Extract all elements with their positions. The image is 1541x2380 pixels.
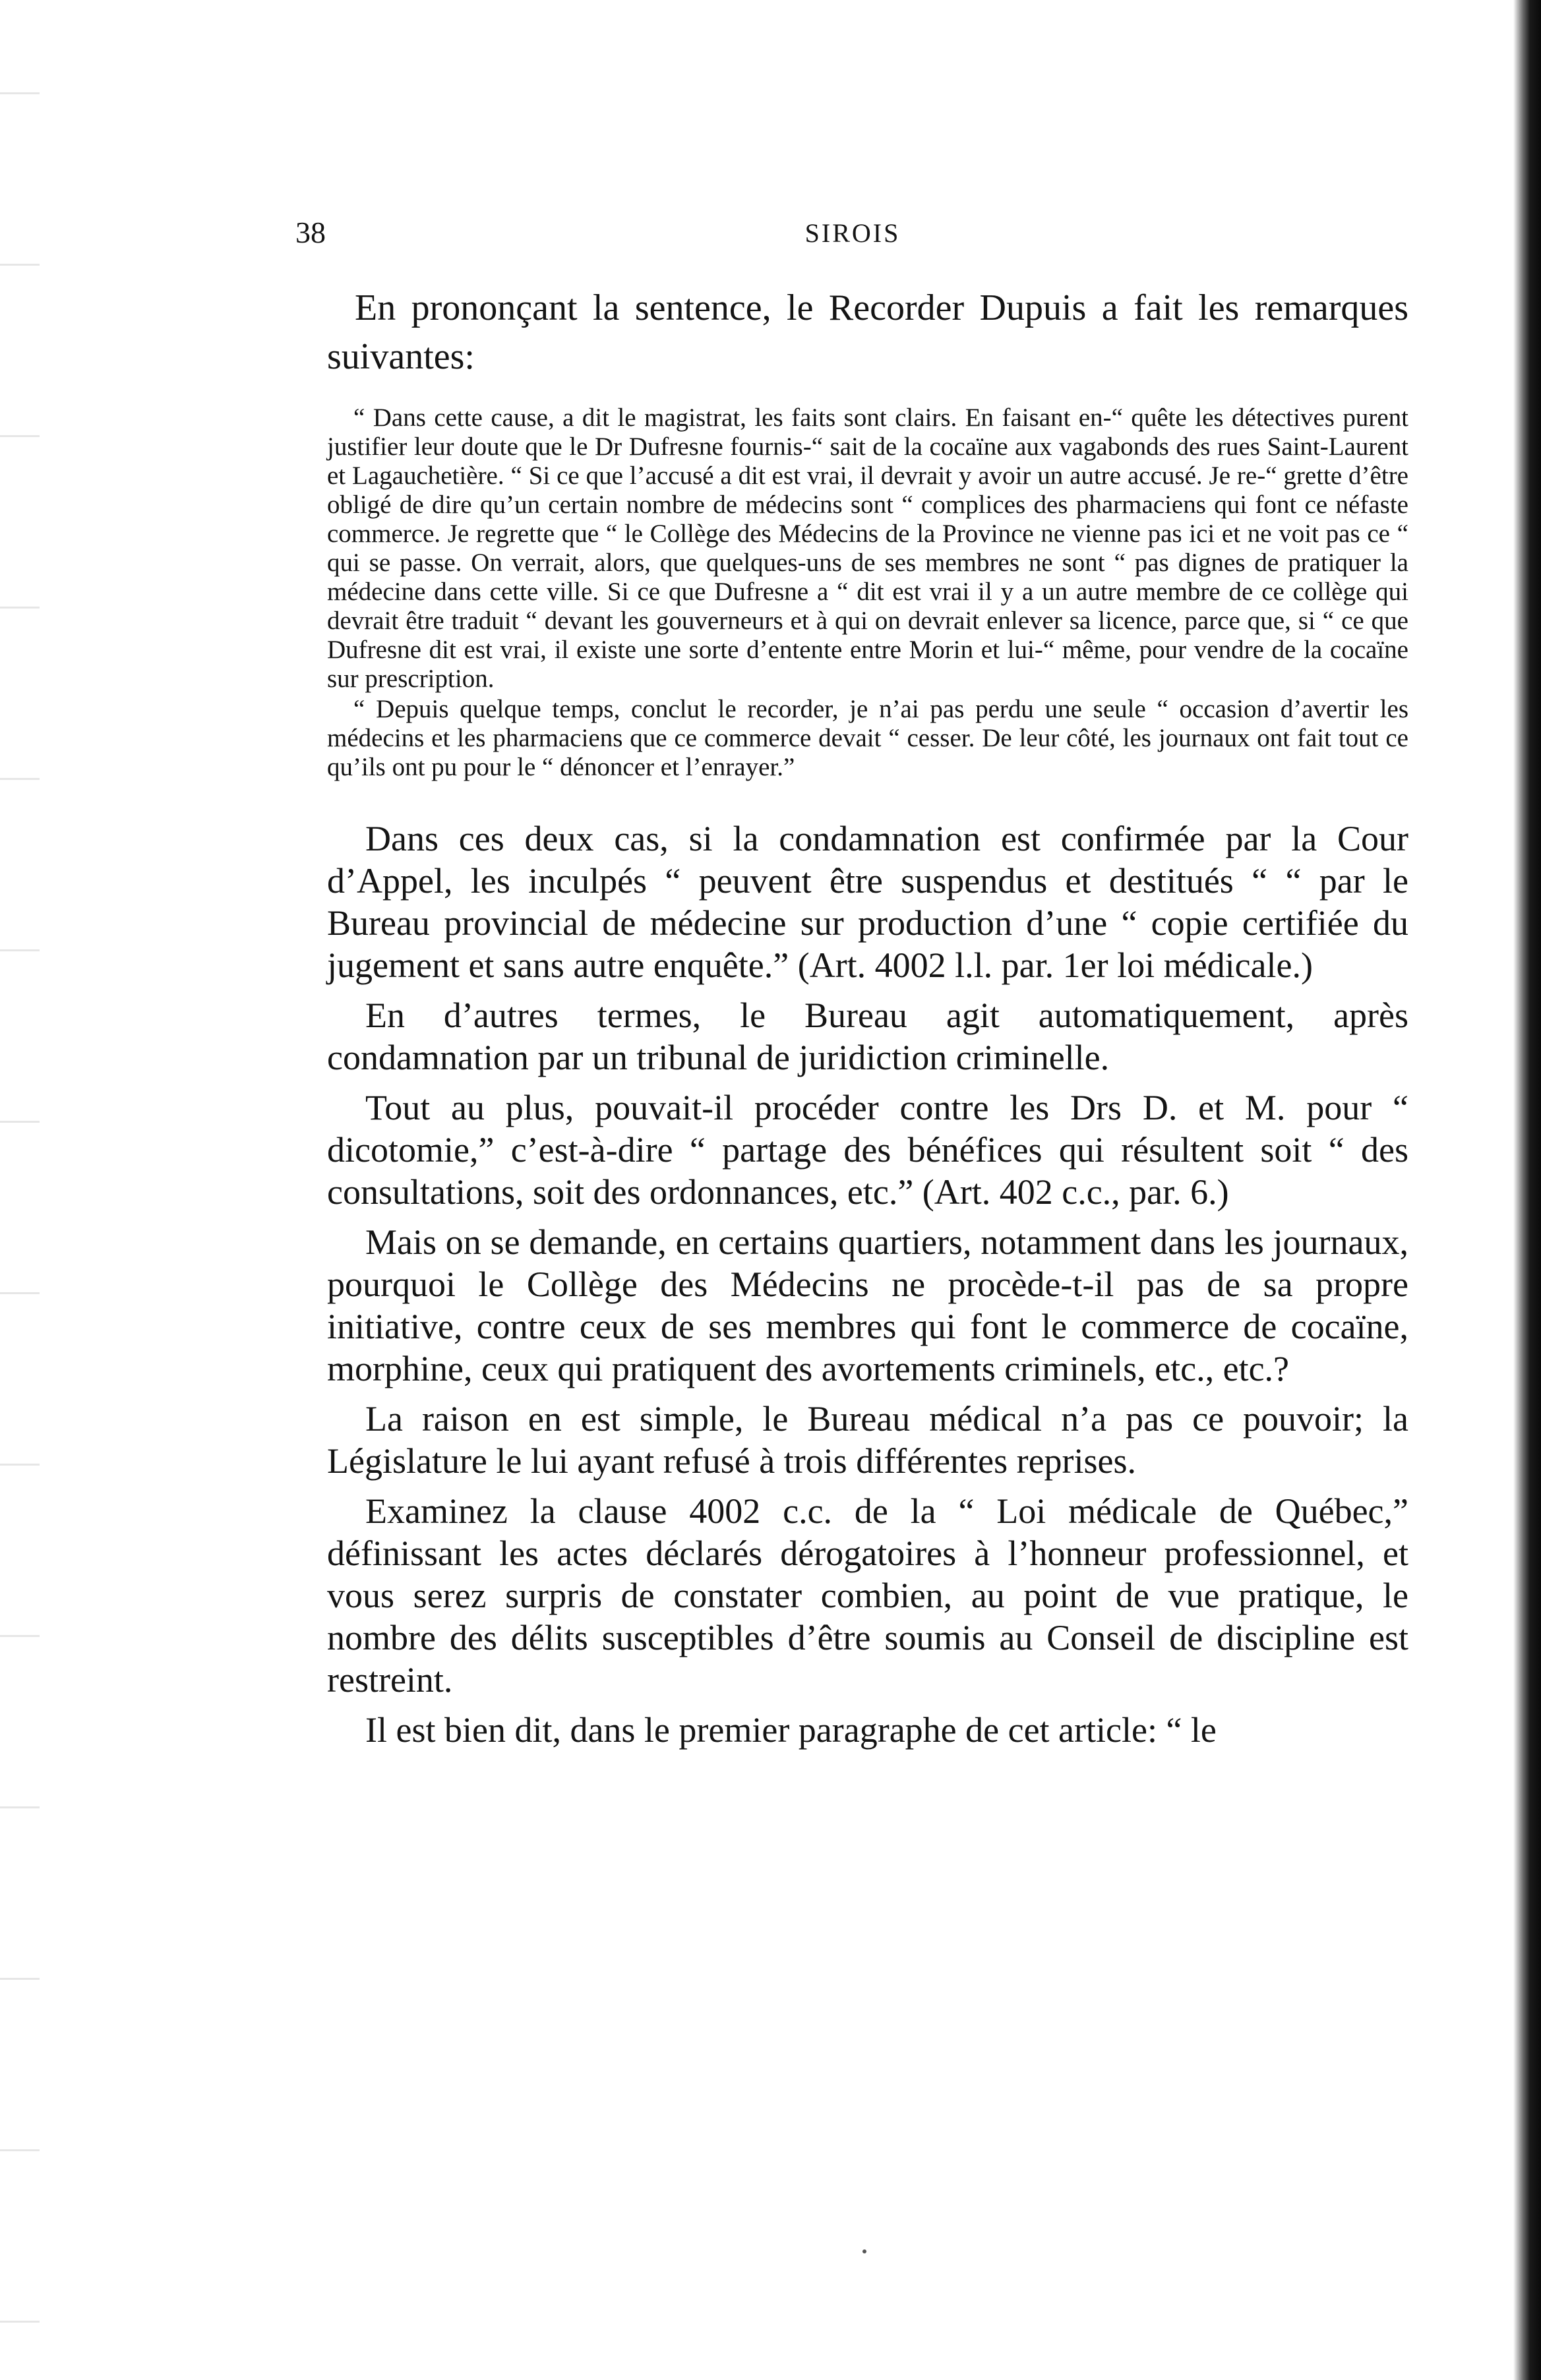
scan-margin-specks (0, 0, 40, 2380)
quote-paragraph: “ Depuis quelque temps, conclut le recorder, je n’ai pas perdu une seule “ occasion d’avertir les médecins et les pharmaciens que ce commerce devait “ cesser. De leur côté, les journaux ont fait tout ce qu’ils ont pu pour le “ dénoncer et l’enrayer.” (327, 695, 1408, 781)
body-paragraph: En d’autres termes, le Bureau agit automatiquement, après condamnation par un tribunal de juridiction criminelle. (327, 996, 1408, 1077)
body-paragraph: Tout au plus, pouvait-il procéder contre les Drs D. et M. pour “ dicotomie,” c’est-à-dire “ partage des bénéfices qui résultent soit “ des consultations, soit des ordonnances, etc.” (Art. 402 c.c., par. 6.) (327, 1088, 1408, 1212)
scan-speck (862, 2249, 866, 2253)
page-number: 38 (295, 216, 326, 249)
running-head: SIROIS (804, 218, 901, 248)
quoted-remarks (327, 403, 1408, 782)
body-paragraph: La raison en est simple, le Bureau médical n’a pas ce pouvoir; la Législature le lui ayant refusé à trois différentes reprises. (327, 1399, 1408, 1481)
intro-paragraph: En prononçant la sentence, le Recorder Dupuis a fait les remarques suivantes: (327, 287, 1408, 377)
body-paragraph: Examinez la clause 4002 c.c. de la “ Loi médicale de Québec,” définissant les actes déclarés dérogatoires à l’honneur professionnel, et vous serez surpris de constater combien, au point de vue pratique, le nombre des délits susceptibles d’être soumis au Conseil de discipline est restreint. (327, 1491, 1408, 1700)
page-body (327, 283, 1408, 1759)
page-header (295, 215, 1410, 254)
scan-binding-edge (1513, 0, 1541, 2380)
body-paragraph: Il est bien dit, dans le premier paragraphe de cet article: “ le (365, 1710, 1217, 1750)
quote-paragraph: “ Dans cette cause, a dit le magistrat, les faits sont clairs. En faisant en-“ quête les détectives purent justifier leur doute que le Dr Dufresne fournis-“ sait de la cocaïne aux vagabonds des rues Saint-Laurent et Lagauchetière. “ Si ce que l’accusé a dit est vrai, il devrait y avoir un autre accusé. Je re-“ grette d’être obligé de dire qu’un certain nombre de médecins sont “ complices des pharmaciens qui font ce néfaste commerce. Je regrette que “ le Collège des Médecins de la Province ne vienne pas ici et ne voit pas ce “ qui se passe. On verrait, alors, que quelques-uns de ses membres ne sont “ pas dignes de pratiquer la médecine dans cette ville. Si ce que Dufresne a “ dit est vrai il y a un autre membre de ce collège qui devrait être traduit “ devant les gouverneurs et à qui on devrait enlever sa licence, parce que, si “ ce que Dufresne dit est vrai, il existe une sorte d’entente entre Morin et lui-“ même, pour vendre de la cocaïne sur prescription. (327, 403, 1408, 693)
body-paragraph: Dans ces deux cas, si la condamnation est confirmée par la Cour d’Appel, les inculpés “ peuvent être suspendus et destitués “ “ par le Bureau provincial de médecine sur production d’une “ copie certifiée du jugement et sans autre enquête.” (Art. 4002 l.l. par. 1er loi médicale.) (327, 819, 1408, 985)
body-paragraph: Mais on se demande, en certains quartiers, notamment dans les journaux, pourquoi le Collège des Médecins ne procède-t-il pas de sa propre initiative, contre ceux de ses membres qui font le commerce de cocaïne, morphine, ceux qui pratiquent des avortements criminels, etc., etc.? (327, 1222, 1408, 1388)
body-text (327, 818, 1408, 1751)
